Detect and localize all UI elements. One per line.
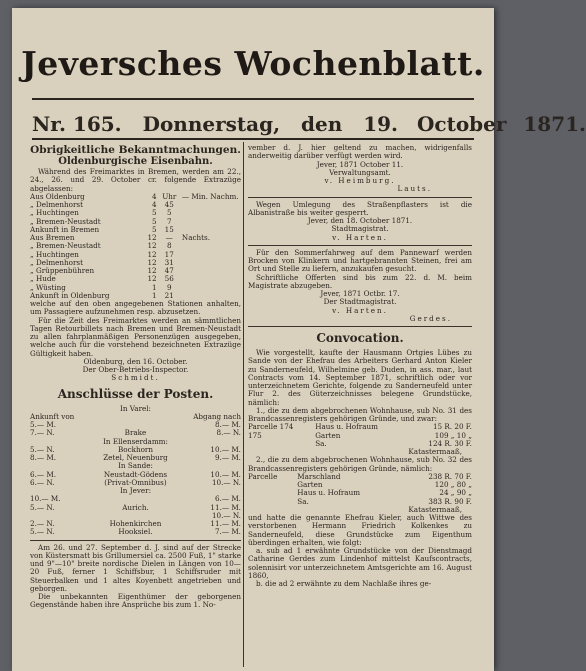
- rail-row-cell: [182, 275, 241, 283]
- rail-row-cell: 15: [164, 224, 174, 234]
- rail-row-cell: „ Bremen-Neustadt: [30, 241, 101, 251]
- rail-row-cell: 1: [152, 290, 157, 300]
- parcel-row-cell: 24 „ 90 „: [439, 488, 472, 498]
- rail-row-cell: 5: [152, 224, 157, 234]
- issue-number: Nr. 165.: [32, 112, 122, 136]
- post-sub-varel: In Varel:: [120, 403, 151, 413]
- rail-row-cell: Aus Bremen: [30, 233, 75, 242]
- rail-signature: Schmidt.: [111, 373, 160, 383]
- rail-row-cell: 1: [152, 282, 157, 292]
- rail-row-cell: [182, 242, 241, 250]
- parcel-row-cell: 175: [248, 430, 262, 440]
- rail-row-cell: Ankunft in Bremen: [30, 224, 100, 234]
- rail-row-cell: 12: [147, 241, 157, 251]
- notice-top-signature: v. Heimburg.: [324, 176, 396, 185]
- rail-title: Oldenburgische Eisenbahn.: [58, 156, 213, 167]
- rail-row: [30, 267, 241, 275]
- post-row-cell: 7.— N.: [30, 428, 55, 438]
- rail-row-cell: „ Wüsting: [30, 282, 66, 292]
- rail-row-cell: [182, 201, 241, 209]
- parcel-table-1: [248, 423, 472, 448]
- rail-row-cell: 8: [166, 241, 172, 251]
- left-column: [30, 144, 241, 610]
- rail-row-cell: 12: [147, 233, 157, 242]
- post-row-cell: 6.— N.: [30, 477, 55, 487]
- post-row-cell: Aurich.: [122, 502, 149, 512]
- rail-row-cell: [182, 251, 241, 259]
- parcel-row-cell: Sa.: [297, 496, 309, 506]
- post-row-cell: 10.— M.: [210, 469, 241, 479]
- post-row: [30, 528, 241, 536]
- notice-top-date: Jever, 1871 October 11.: [316, 159, 404, 169]
- bid-notice: Für den Sommerfahrweg auf dem Pannewarf werden Brocken von Klinkern und hartgebrannten Steinen, frei am Ort und Stelle zu liefern, anzukaufen gesucht.: [248, 247, 472, 274]
- parcel-row-cell: Garten: [315, 430, 341, 440]
- rail-row-cell: 21: [164, 290, 174, 300]
- post-table-jever: [30, 495, 241, 536]
- rail-row-cell: Ankunft in Oldenburg: [30, 290, 110, 300]
- post-row-cell: Brake: [124, 428, 147, 438]
- rail-row-cell: 17: [164, 249, 174, 259]
- column-separator: [243, 142, 244, 667]
- post-row-cell: 11.— M.: [210, 502, 241, 512]
- post-row-cell: Hohenkirchen: [109, 519, 162, 528]
- post-row-cell: Neustadt-Gödens: [103, 469, 168, 479]
- rail-row-cell: 5: [166, 208, 172, 218]
- kataster-1: Katastermaaß,: [408, 447, 462, 456]
- divider: [248, 326, 472, 327]
- rail-row-cell: „ Hude: [30, 274, 56, 284]
- rail-row-cell: [182, 284, 241, 292]
- rail-row-cell: 47: [164, 266, 174, 275]
- rail-row-cell: Uhr: [162, 191, 177, 201]
- bid-signature: v. Harten.: [332, 305, 388, 315]
- rail-row-cell: „ Huchtingen: [30, 208, 79, 218]
- post-sub-ellenserdamm: In Ellenserdamm:: [103, 436, 168, 446]
- parcel-row-cell: Haus u. Hofraum: [315, 422, 378, 432]
- parcel-row-cell: 383 R. 90 F.: [428, 496, 472, 506]
- street-notice: Wegen Umlegung des Straßenpflasters ist die Albanistraße bis weiter gesperrt.: [248, 199, 472, 217]
- post-row-cell: 10.— N.: [211, 510, 241, 520]
- rail-row-cell: [182, 267, 241, 275]
- issue-day: Donnerstag,: [142, 112, 281, 136]
- parcel-row-cell: Sa.: [315, 438, 327, 448]
- auction-text-2: Die unbekannten Eigenthümer der geborgenen Gegenstände haben ihre Ansprüche bis zum 1. No-: [30, 592, 241, 610]
- auction-text: Am 26. und 27. September d. J. sind auf der Strecke von Küstersmatt bis Grillumersiel ca. 2500 Fuß, 1" starke und 9"—10" breite nordische Dielen in Längen von 10—20 Fuß, ferner 1 Schiffsbur, 1 Schiffsruder mit Steuerbalken und 1 altes Koyenbett angetrieben und geborgen.: [30, 542, 241, 593]
- parcel-row-cell: Marschland: [297, 471, 341, 481]
- issue-rule: [32, 138, 474, 140]
- issue-line: [32, 112, 586, 136]
- convocation-text: Wie vorgestellt, kaufte der Hausmann Ortgies Lübes zu Sande von der Ehefrau des Arbeiters Gerhard Anton Kieler zu Sanderneufeld, Wilhelmine geb. Duden, in ass. mar., laut Contracts vom 14. September 1871, schriftlich oder vor unterzeichnetem Gerichte, folgende zu Sanderneufeld unter Flur 2. des Güterzeichnisses belegene Grundstücke, nämlich:: [248, 348, 472, 407]
- kataster-2: Katastermaaß,: [408, 504, 462, 514]
- masthead: Jeversches Wochenblatt.: [21, 44, 485, 83]
- post-row-cell: 11.— M.: [210, 519, 241, 528]
- rail-row-cell: [182, 209, 241, 217]
- rail-row-cell: 9: [166, 282, 172, 292]
- rail-row-cell: „ Bremen-Neustadt: [30, 216, 101, 226]
- rail-text: welche auf den oben angegebenen Stationen anhalten, um Passagiere aufzunehmen resp. abzusetzen.: [30, 299, 241, 317]
- divider: [30, 540, 241, 541]
- bid-org: Der Stadtmagistrat.: [323, 297, 397, 307]
- post-row-cell: Zetel, Neuenburg: [103, 453, 168, 462]
- rail-row-cell: Aus Oldenburg: [30, 191, 85, 201]
- rail-signature-title: Der Ober-Betriebs-Inspector.: [82, 365, 189, 374]
- post-row-cell: 10.— N.: [211, 477, 241, 487]
- street-date: Jever, den 18. October 1871.: [307, 216, 413, 225]
- convocation-text-2: und hatte die genannte Ehefrau Kieler, auch Wittwe des verstorbenen Hermann Friedrich Kolkenkes zu Sanderneufeld, diese Grundstücke zum Eigenthum überdingen erhalten, wie folgt:: [248, 513, 472, 547]
- post-row-cell: (Privat-Omnibus): [104, 477, 167, 487]
- notice-top: vember d. J. hier geltend zu machen, widrigenfalls anderweitig darüber verfügt werden wird.: [248, 143, 472, 161]
- rail-row-cell: „ Grüppenbühren: [30, 266, 95, 275]
- post-table-ellenserdamm: [30, 446, 241, 463]
- post-row-cell: 5.— N.: [30, 527, 55, 537]
- rail-row-cell: 45: [164, 200, 174, 209]
- rail-row-cell: 12: [147, 266, 157, 275]
- bid-date: Jever, 1871 Octbr. 17.: [320, 289, 400, 298]
- parcel-row-cell: [248, 498, 297, 506]
- street-signature: v. Harten.: [332, 232, 388, 242]
- rail-row-cell: 7: [166, 216, 172, 226]
- post-row-cell: 5.— N.: [30, 444, 55, 454]
- post-head-departure: Abgang nach: [193, 411, 241, 421]
- street-org: Stadtmagistrat.: [331, 224, 389, 234]
- convocation-item-2: 2., die zu dem abgebrochenen Wohnhause, sub No. 32 des Brandcassenregisters gehörigen Gründe, nämlich:: [248, 455, 472, 473]
- rail-row-cell: —: [165, 233, 173, 242]
- post-row: [30, 504, 241, 512]
- parcel-row-cell: [248, 481, 297, 489]
- post-row-cell: 9.— M.: [214, 453, 241, 462]
- parcel-row-cell: 109 „ 10 „: [434, 430, 472, 440]
- rail-row-cell: [182, 259, 241, 267]
- parcel-row-cell: Parcelle 174: [248, 422, 294, 432]
- parcel-row-cell: [248, 440, 315, 448]
- post-row-cell: 6.— M.: [30, 469, 56, 479]
- rail-row-cell: 4: [152, 200, 157, 209]
- parcel-row-cell: 124 R. 30 F.: [428, 438, 472, 448]
- post-row-cell: 5.— M.: [30, 420, 56, 429]
- post-row-cell: 2.— N.: [30, 519, 55, 528]
- rail-row-cell: „ Huchtingen: [30, 249, 79, 259]
- rail-row-cell: [182, 218, 241, 226]
- rail-row-cell: 4: [152, 191, 157, 201]
- post-row-cell: 10.— M.: [210, 444, 241, 454]
- issue-month: October: [416, 112, 507, 136]
- divider: [248, 197, 472, 198]
- right-column: [248, 144, 472, 588]
- bid-signature-2: Gerdes.: [409, 313, 452, 323]
- section-title: Obrigkeitliche Bekanntmachungen.: [30, 144, 241, 156]
- convocation-item-1: 1., die zu dem abgebrochenen Wohnhause, sub No. 31 des Brandcassenregisters gehörigen Gründe, und zwar:: [248, 405, 472, 423]
- masthead-rule: [32, 98, 474, 100]
- rail-row-cell: 31: [164, 257, 174, 267]
- rail-row-cell: 5: [152, 216, 157, 226]
- post-title: Anschlüsse der Posten.: [57, 386, 214, 401]
- post-row-cell: Bockhorn: [117, 444, 153, 454]
- rail-row-cell: Nachts.: [181, 233, 210, 242]
- parcel-row-cell: Parcelle: [248, 471, 278, 481]
- post-row-cell: 8.— M.: [214, 420, 241, 429]
- convocation-title: Convocation.: [316, 331, 404, 345]
- divider: [248, 245, 472, 246]
- parcel-row-cell: 15 R. 20 F.: [432, 422, 472, 432]
- post-row-cell: 8.— M.: [30, 453, 56, 462]
- rail-row-cell: 56: [164, 274, 174, 284]
- issue-den: den: [301, 112, 343, 136]
- bid-notice-2: Schriftliche Offerten sind bis zum 22. d. M. beim Magistrate abzugeben.: [248, 272, 472, 290]
- notice-top-signature-2: Lauts.: [397, 184, 432, 194]
- rail-row-cell: — Min. Nachm.: [181, 191, 239, 201]
- parcel-row-cell: [248, 489, 297, 497]
- convocation-text-4: b. die ad 2 erwähnte zu dem Nachlaße ihres ge-: [256, 579, 432, 588]
- post-row-cell: 10.— M.: [30, 494, 61, 504]
- rail-row-cell: „ Delmenhorst: [30, 200, 83, 209]
- rail-row-cell: 12: [147, 257, 157, 267]
- newspaper-page: [12, 8, 586, 671]
- convocation-text-3: a. sub ad 1 erwähnte Grundstücke von der Dienstmagd Catharine Gerdes zum Lindenhof mittelst Kaufscontracts, solennisirt vor unterzeichnetem Amtsgerichte am 16. August 1860,: [248, 546, 472, 580]
- parcel-row-cell: Garten: [297, 480, 323, 489]
- rail-row-cell: 12: [147, 274, 157, 284]
- post-head: [30, 413, 241, 421]
- parcel-row-cell: Haus u. Hofraum: [297, 488, 361, 498]
- rail-row-cell: 12: [147, 249, 157, 259]
- rail-date: Oldenburg, den 16. October.: [83, 356, 188, 366]
- post-head-arrival: Ankunft von: [30, 411, 75, 421]
- post-row-cell: 5.— N.: [30, 502, 55, 512]
- post-row-cell: 7.— M.: [214, 527, 241, 537]
- post-sub-jever: In Jever:: [119, 486, 152, 495]
- rail-table: [30, 193, 241, 300]
- post-table-sande: [30, 471, 241, 488]
- rail-intro: Während des Freimarktes in Bremen, werden am 22., 24., 26. und 29. October cr. folgende Extrazüge abgelassen:: [30, 167, 241, 193]
- rail-text-2: Für die Zeit des Freimarktes werden an sämmtlichen Tagen Retourbillets nach Bremen und Bremen-Neustadt zu allen fahrplanmäßigen Personenzügen ausgegeben, welche auch für die vorstehend bezeichneten Extrazüge Gültigkeit haben.: [30, 315, 241, 358]
- parcel-table-2: [248, 473, 472, 506]
- post-row-cell: 8.— N.: [216, 428, 241, 438]
- post-row-cell: 6.— M.: [214, 494, 241, 504]
- issue-date: 19.: [363, 112, 399, 136]
- rail-row-cell: „ Delmenhorst: [30, 257, 83, 267]
- parcel-row-cell: 238 R. 70 F.: [428, 471, 472, 481]
- post-row-cell: Hooksiel.: [118, 527, 153, 537]
- post-sub-sande: In Sande:: [118, 461, 153, 471]
- notice-top-org: Verwaltungsamt.: [329, 167, 391, 177]
- issue-year: 1871.: [523, 112, 586, 136]
- post-table-varel: [30, 421, 241, 438]
- parcel-row-cell: 120 „ 80 „: [434, 480, 472, 489]
- rail-row-cell: 5: [152, 208, 157, 218]
